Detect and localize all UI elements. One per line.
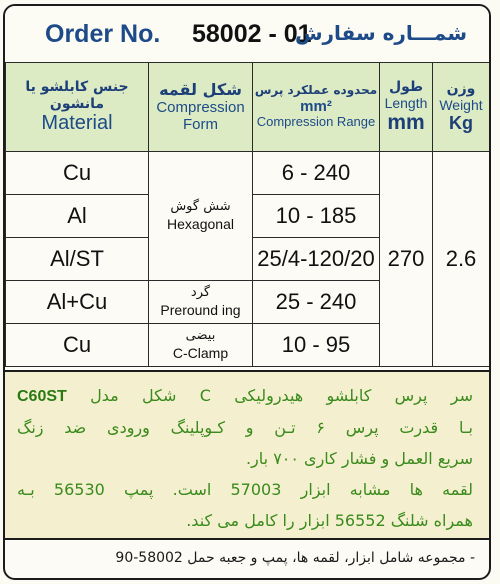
form-hex-en: Hexagonal <box>167 216 234 233</box>
range-cell: 10 - 95 <box>253 324 380 367</box>
range-header <box>253 63 380 152</box>
form-cell-clamp <box>149 324 253 367</box>
weight-header-en: Weight <box>439 96 483 113</box>
form-cell-round <box>149 281 253 324</box>
form-header-en: Compression Form <box>156 98 245 134</box>
material-header-en: Material <box>41 111 113 134</box>
range-cell: 10 - 185 <box>253 195 380 238</box>
table-row <box>6 152 490 195</box>
form-cell-hex <box>149 152 253 281</box>
material-header <box>6 63 149 152</box>
range-cell: 25 - 240 <box>253 281 380 324</box>
length-header <box>380 63 433 152</box>
length-header-en: Length <box>384 94 428 111</box>
order-number: 58002 - 01 <box>192 20 312 48</box>
material-cell: Cu <box>6 324 149 367</box>
spec-table <box>5 62 490 367</box>
form-clamp-en: C-Clamp <box>172 345 229 362</box>
material-cell: Al <box>6 195 149 238</box>
material-cell: Cu <box>6 152 149 195</box>
length-value: 270 <box>380 152 433 367</box>
package-note: - مجموعه شامل ابزار، لقمه ها، پمپ و جعبه حمل 58002-90 <box>115 550 475 566</box>
form-round-fa: گرد <box>190 284 211 300</box>
length-header-fa: طول <box>388 78 424 95</box>
weight-header <box>433 63 490 152</box>
description-line <box>17 380 473 412</box>
order-label: Order No. <box>45 20 161 48</box>
length-header-unit: mm <box>387 111 425 135</box>
form-round-en: Preround ing <box>160 302 241 319</box>
product-card <box>3 4 491 580</box>
model-name: C60ST <box>17 388 67 405</box>
range-cell: 25/4-120/20 <box>253 238 380 281</box>
weight-value: 2.6 <box>433 152 490 367</box>
spec-header-row <box>6 63 490 152</box>
description-line1-text: سر پرس کابلشو هیدرولیکی C شکل مدل <box>90 386 473 405</box>
order-label-fa: شمـــاره سفارش <box>294 21 467 45</box>
range-header-unit: mm² <box>300 97 332 115</box>
order-header <box>5 6 489 64</box>
form-header-fa: شکل لقمه <box>159 79 242 99</box>
weight-header-fa: وزن <box>446 80 476 97</box>
material-cell: Al/ST <box>6 238 149 281</box>
material-header-fa: جنس کابلشو یا مانشون <box>25 79 129 112</box>
range-cell: 6 - 240 <box>253 152 380 195</box>
range-header-fa: محدوده عملکرد پرس <box>254 83 378 97</box>
range-header-en: Compression Range <box>256 114 376 130</box>
form-clamp-fa: بیضی <box>185 327 216 343</box>
form-hex-fa: شش گوش <box>170 198 231 214</box>
form-header <box>149 63 253 152</box>
description-box <box>5 370 489 540</box>
description-line: سریع العمل و فشار کاری ۷۰۰ بار. <box>245 449 473 468</box>
material-cell: Al+Cu <box>6 281 149 324</box>
description-line: همراه شلنگ 56552 ابزار را کامل می کند. <box>186 511 473 530</box>
description-line: لقمه ها مشابه ابزار 57003 است. پمپ 56530 بـه <box>17 480 473 499</box>
description-line: بـا قدرت پرس ۶ تـن و کـوپلینگ ورودی ضد زنگ <box>17 418 474 437</box>
weight-header-unit: Kg <box>449 112 473 133</box>
